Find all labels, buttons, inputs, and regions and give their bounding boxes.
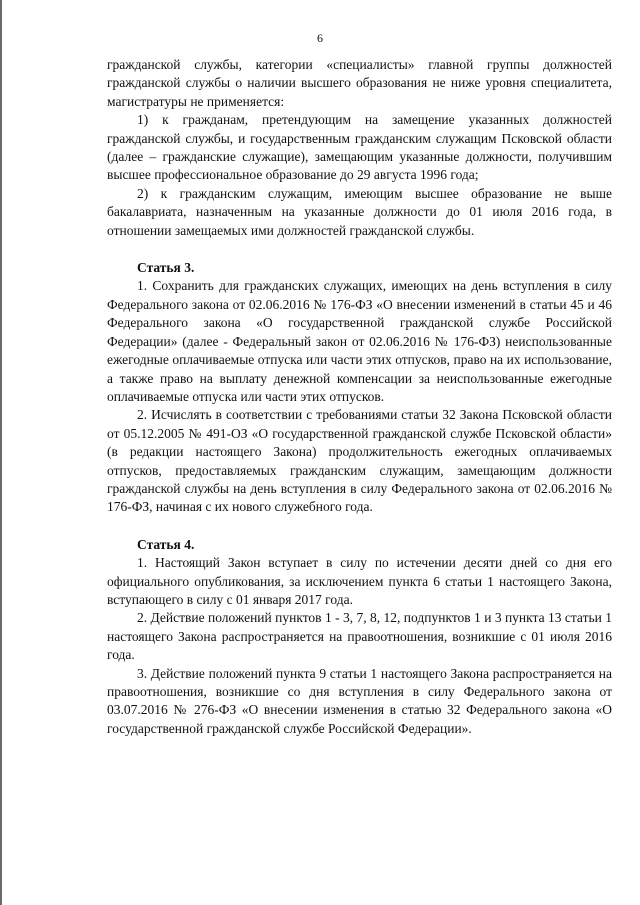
article-4-paragraph-1: 1. Настоящий Закон вступает в силу по истечении десяти дней со дня его официального опубликования, за исключением пункта 6 статьи 1 настоящего Закона, вступающего в силу с 01 января 2017 года. <box>107 555 612 607</box>
article-4-paragraph-3: 3. Действие положений пункта 9 статьи 1 настоящего Закона распространяется на правоотношения, возникшие со дня вступления в силу Федерального закона от 03.07.2016 № 276-ФЗ «О внесении изменения в статью 32 Федерального закона «О государственной гражданской службе Российской Федерации». <box>107 665 612 736</box>
scan-edge <box>0 0 2 905</box>
article-3-paragraph-1: 1. Сохранить для гражданских служащих, имеющих на день вступления в силу Федерального закона от 02.06.2016 № 176-ФЗ «О внесении изменений в статьи 45 и 46 Федерального закона «О государственной гражданской службе Российской Федерации» (далее - Федеральный закон от 02.06.2016 № 176-ФЗ) неиспользованные ежегодные оплачиваемые отпуска или части этих отпусков, право на их использование, а также право на выплату денежной компенсации за неиспользованные ежегодные оплачиваемые отпуска или части этих отпусков. <box>107 278 612 404</box>
paragraph-item-2: 2) к гражданским служащим, имеющим высшее образование не выше бакалавриата, назначенным на указанные должности до 01 июля 2016 года, в отношении замещаемых ими должностей гражданской службы. <box>107 185 612 238</box>
article-3-paragraph-2: 2. Исчислять в соответствии с требованиями статьи 32 Закона Псковской области от 05.12.2005 № 491-ОЗ «О государственной гражданской службе Псковской области» (в редакции настоящего Закона) продолжительность ежегодных оплачиваемых отпусков, предоставляемых гражданским служащим, замещающим должности гражданской службы на день вступления в силу Федерального закона от 02.06.2016 № 176-ФЗ, начиная с их нового служебного года. <box>107 407 612 515</box>
document-body <box>107 56 612 738</box>
article-3-heading: Статья 3. <box>137 260 195 276</box>
article-4-heading: Статья 4. <box>137 536 195 552</box>
article-4-paragraph-2: 2. Действие положений пунктов 1 - 3, 7, 8, 12, подпунктов 1 и 3 пункта 13 статьи 1 настоящего Закона распространяется на правоотношения, возникшие с 01 июля 2016 года. <box>107 610 612 663</box>
section-spacer <box>107 240 612 259</box>
page-number: 6 <box>317 31 323 45</box>
paragraph-continuation: гражданской службы, категории «специалисты» главной группы должностей гражданской службы о наличии высшего образования не ниже уровня специалитета, магистратуры не применяется: <box>107 57 612 109</box>
section-spacer <box>107 517 612 536</box>
paragraph-item-1: 1) к гражданам, претендующим на замещение указанных должностей гражданской службы, и государственным гражданским служащим Псковской области (далее – гражданские служащие), замещающим указанные должности, получившим высшее профессиональное образование до 29 августа 1996 года; <box>107 112 612 183</box>
